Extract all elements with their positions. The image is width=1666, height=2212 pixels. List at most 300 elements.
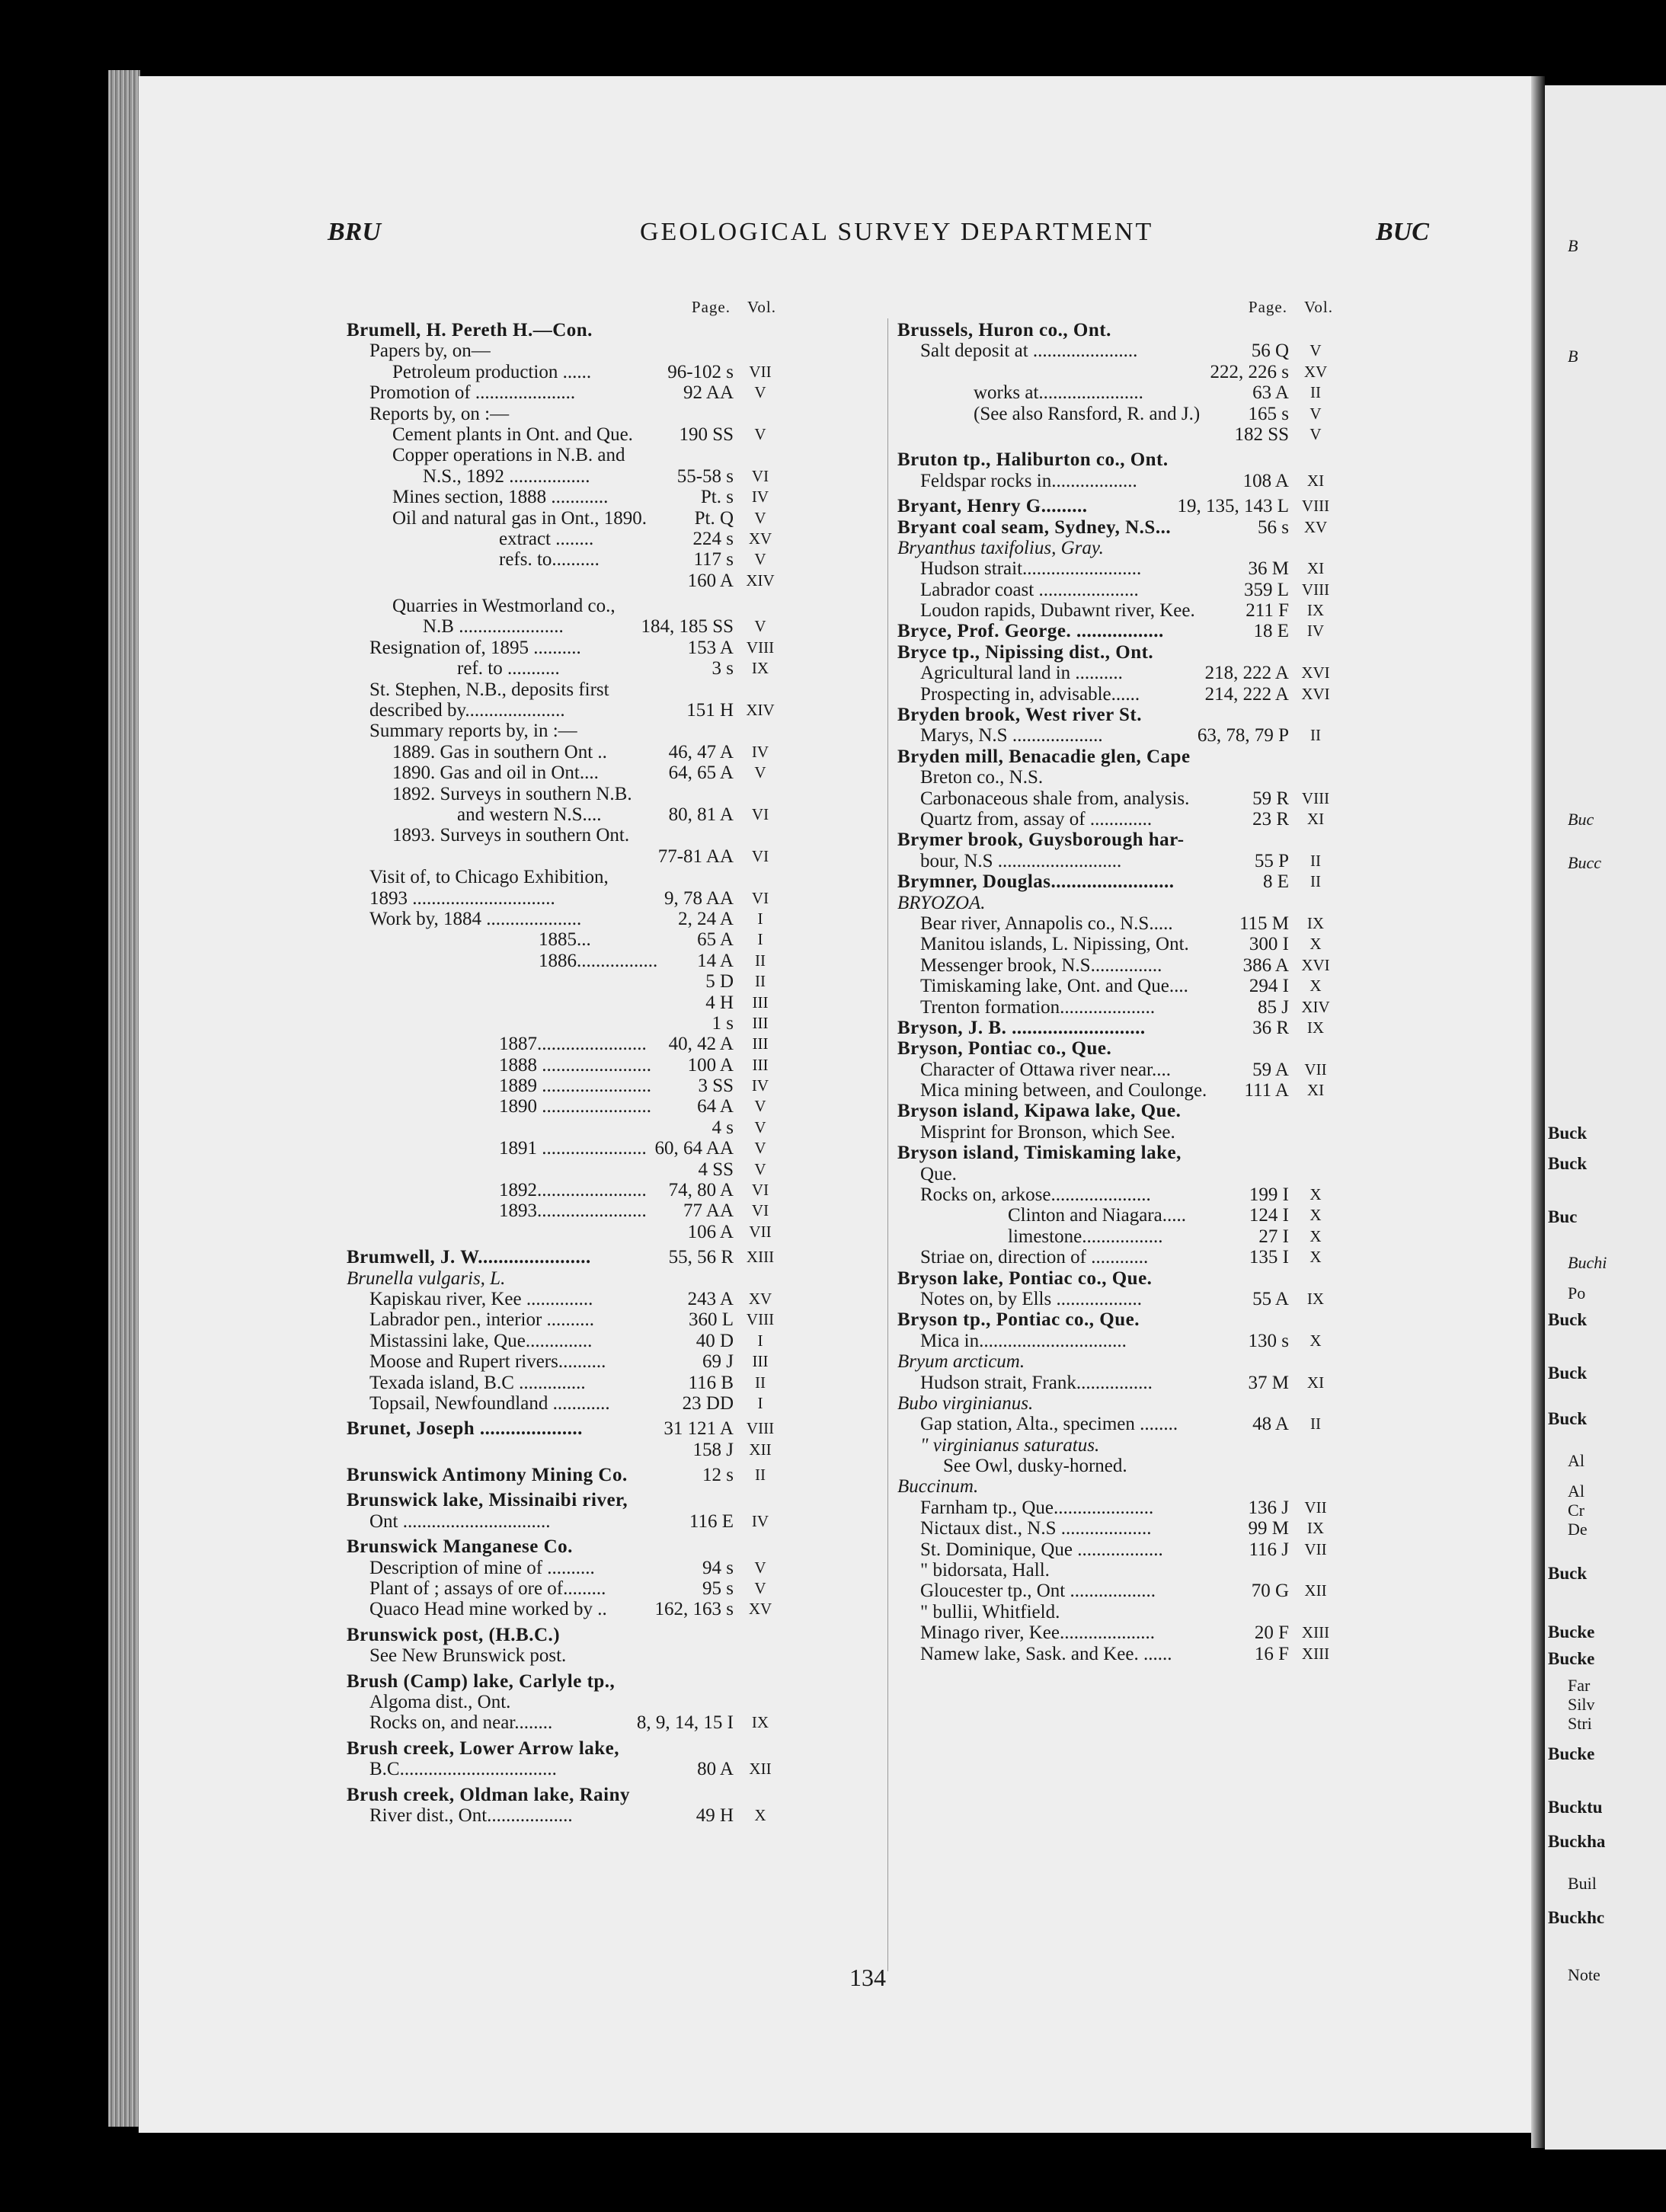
volume-ref: IV: [751, 487, 769, 507]
volume-ref: V: [1309, 341, 1322, 360]
volume-ref: X: [1309, 935, 1322, 954]
page-ref: 12 s: [702, 1465, 734, 1486]
index-entry: [897, 1122, 1335, 1143]
index-entry: [897, 955, 1335, 976]
next-page-text: Silv: [1568, 1695, 1595, 1714]
volume-ref: XV: [1303, 517, 1328, 536]
page-ref: 56 s: [1258, 516, 1289, 538]
page-heading: Page.: [1248, 298, 1287, 316]
entry-text: Bear river, Annapolis co., N.S.....: [920, 913, 1173, 934]
index-entry: [897, 767, 1335, 788]
index-entry: [347, 804, 784, 825]
page-ref: 63, 78, 79 P: [1197, 725, 1289, 746]
entry-text: " bullii, Whitfield.: [920, 1601, 1060, 1622]
index-entry: [897, 580, 1335, 600]
page-ref: 65 A: [697, 929, 734, 951]
volume-ref: V: [754, 763, 766, 782]
entry-text: See Owl, dusky-horned.: [943, 1456, 1127, 1477]
page-ref: 40 D: [695, 1330, 734, 1351]
entry-text: Trenton formation....................: [920, 996, 1156, 1018]
index-entry: [347, 340, 784, 361]
volume-ref: II: [1310, 851, 1321, 870]
page-ref: 300 I: [1249, 934, 1289, 955]
index-entry: [897, 1373, 1335, 1393]
entry-text: 1891 ......................: [499, 1138, 647, 1159]
entry-text: 1889. Gas in southern Ont ..: [392, 741, 607, 762]
index-entry: [347, 1159, 784, 1180]
index-entry: [897, 1038, 1335, 1059]
entry-text: Reports by, on :—: [369, 403, 510, 424]
volume-ref: XIII: [1301, 1644, 1330, 1663]
entry-text: Notes on, by Ells ..................: [920, 1288, 1142, 1309]
column-heading: [347, 297, 784, 320]
next-page-text: Al: [1568, 1451, 1584, 1470]
volume-ref: II: [1310, 1414, 1321, 1434]
index-entry: [347, 529, 784, 549]
page-ref: 59 A: [1252, 1059, 1289, 1080]
volume-ref: VIII: [1301, 580, 1330, 599]
volume-ref: VIII: [746, 638, 775, 657]
index-entry: [897, 913, 1335, 934]
volume-ref: XII: [1304, 1581, 1327, 1600]
volume-ref: XII: [749, 1440, 772, 1459]
volume-ref: IV: [751, 1511, 769, 1530]
page-ref: Pt. s: [700, 487, 734, 508]
index-entry: [347, 1785, 784, 1805]
next-page-text: B: [1568, 347, 1578, 366]
page-heading: Page.: [691, 298, 731, 316]
page-ref: 151 H: [686, 700, 734, 721]
page-ref: 56 Q: [1251, 340, 1289, 362]
entry-heading: Bryce, Prof. George. .................: [897, 621, 1164, 642]
entry-heading: Brumell, H. Pereth H.—Con.: [347, 320, 593, 340]
entry-text: BRYOZOA.: [897, 892, 986, 913]
entry-text: Farnham tp., Que.....................: [920, 1497, 1154, 1518]
index-entry: [347, 1373, 784, 1393]
entry-text: Salt deposit at ......................: [920, 340, 1138, 362]
page-ref: 40, 42 A: [668, 1034, 734, 1055]
entry-text: Striae on, direction of ............: [920, 1247, 1149, 1268]
entry-text: Promotion of .....................: [369, 382, 576, 404]
entry-text: 1890 .......................: [499, 1096, 651, 1117]
page-ref: 3 s: [711, 658, 734, 679]
page-ref: 116 E: [689, 1510, 734, 1532]
index-entry: [897, 600, 1335, 621]
index-entry: [897, 1435, 1335, 1456]
volume-ref: XIII: [1301, 1623, 1330, 1642]
volume-ref: IX: [1306, 913, 1325, 932]
index-entry: [347, 362, 784, 382]
volume-ref: III: [752, 993, 769, 1012]
page-ref: 63 A: [1252, 382, 1289, 404]
entry-heading: Brunswick lake, Missinaibi river,: [347, 1490, 628, 1511]
volume-ref: XI: [1306, 809, 1325, 828]
volume-ref: I: [757, 909, 763, 928]
index-entry: [347, 1013, 784, 1034]
page-ref: 4 s: [711, 1117, 734, 1138]
next-page-text: De: [1568, 1520, 1588, 1539]
entry-text: refs. to..........: [499, 549, 600, 571]
entry-text: River dist., Ont..................: [369, 1804, 573, 1826]
index-entry: [347, 1247, 784, 1267]
page-ref: 111 A: [1244, 1080, 1289, 1101]
page-ref: 36 M: [1248, 558, 1289, 580]
volume-ref: XIV: [746, 701, 775, 720]
page-ref: 160 A: [687, 570, 734, 591]
entry-text: Topsail, Newfoundland ............: [369, 1392, 610, 1414]
volume-ref: XI: [1306, 559, 1325, 578]
index-entry: [897, 893, 1335, 913]
page-number: 134: [849, 1964, 886, 1991]
page-ref: 199 I: [1249, 1184, 1289, 1206]
index-entry: [347, 762, 784, 783]
index-entry: [897, 746, 1335, 767]
page-ref: 55 P: [1254, 850, 1289, 871]
volume-ref: I: [757, 930, 763, 949]
page-ref: 60, 64 AA: [654, 1138, 734, 1159]
page-ref: 2, 24 A: [678, 908, 734, 929]
volume-ref: VI: [751, 1201, 769, 1220]
page-ref: 99 M: [1248, 1518, 1289, 1539]
volume-ref: V: [754, 1558, 766, 1577]
page-ref: 18 E: [1253, 621, 1289, 642]
volume-ref: VI: [751, 804, 769, 823]
index-entry: [347, 1055, 784, 1076]
index-entry: [897, 871, 1335, 892]
volume-ref: XIII: [746, 1248, 775, 1267]
volume-ref: IX: [751, 1713, 769, 1732]
volume-ref: II: [755, 1466, 766, 1485]
index-entry: [897, 684, 1335, 705]
page-ref: 77 AA: [683, 1200, 734, 1222]
next-page-text: Buck: [1548, 1124, 1588, 1143]
index-entry: [347, 658, 784, 679]
index-entry: [897, 449, 1335, 470]
page-ref: 115 M: [1239, 913, 1289, 934]
index-entry: [347, 320, 784, 340]
volume-ref: V: [754, 1139, 766, 1158]
page-ref: 74, 80 A: [668, 1180, 734, 1201]
volume-ref: II: [1310, 726, 1321, 745]
entry-text: Que.: [920, 1163, 957, 1184]
index-entry: [897, 1309, 1335, 1330]
entry-text: 1886.................: [539, 950, 658, 971]
entry-text: Moose and Rupert rivers..........: [369, 1351, 606, 1373]
running-head-right: BUC: [1376, 218, 1429, 246]
index-entry: [897, 471, 1335, 491]
entry-text: Texada island, B.C ..............: [369, 1372, 586, 1393]
entry-heading: Bryden mill, Benacadie glen, Cape: [897, 746, 1191, 767]
index-entry: [347, 1200, 784, 1221]
page-ref: 116 J: [1249, 1539, 1289, 1560]
page-ref: Pt. Q: [694, 507, 734, 529]
page-ref: 31 121 A: [664, 1418, 734, 1440]
entry-heading: Brunswick Antimony Mining Co.: [347, 1465, 628, 1486]
page-ref: 85 J: [1258, 996, 1289, 1018]
volume-ref: VIII: [1301, 788, 1330, 807]
page-ref: 224 s: [692, 528, 734, 549]
index-entry: [897, 1143, 1335, 1163]
next-page-text: Po: [1568, 1283, 1586, 1303]
index-entry: [897, 1644, 1335, 1664]
entry-text: St. Stephen, N.B., deposits first: [369, 679, 609, 700]
entry-text: Mistassini lake, Que..............: [369, 1330, 593, 1351]
index-entry: [347, 721, 784, 741]
index-entry: [347, 679, 784, 700]
volume-ref: VI: [751, 1181, 769, 1200]
next-page-text: Cr: [1568, 1501, 1584, 1520]
index-entry: [347, 929, 784, 950]
next-page-text: Buck: [1548, 1154, 1588, 1173]
volume-ref: V: [754, 617, 766, 636]
volume-ref: X: [754, 1805, 766, 1824]
entry-text: Rocks on, and near........: [369, 1712, 553, 1734]
volume-ref: X: [1309, 1185, 1322, 1204]
page-ref: 48 A: [1252, 1414, 1289, 1435]
entry-text: 1885...: [539, 929, 591, 951]
entry-text: Quarries in Westmorland co.,: [392, 596, 616, 617]
page-ref: 360 L: [688, 1309, 734, 1331]
entry-text: Bubo virginianus.: [897, 1392, 1034, 1414]
volume-ref: III: [752, 1013, 769, 1032]
volume-ref: V: [754, 1097, 766, 1116]
entry-text: Resignation of, 1895 ..........: [369, 637, 581, 658]
page-ref: 359 L: [1243, 579, 1289, 600]
entry-heading: Bryson, Pontiac co., Que.: [897, 1038, 1112, 1060]
volume-ref: V: [1309, 424, 1322, 443]
index-entry: [347, 1393, 784, 1414]
entry-text: Labrador pen., interior ..........: [369, 1309, 595, 1331]
volume-ref: IX: [1306, 1519, 1325, 1538]
volume-ref: V: [754, 508, 766, 527]
index-entry: [897, 1518, 1335, 1539]
entry-text: Carbonaceous shale from, analysis.: [920, 788, 1190, 809]
volume-ref: V: [754, 383, 766, 402]
page-ref: 243 A: [687, 1288, 734, 1309]
column-heading: [897, 297, 1335, 320]
book-gutter: [1531, 76, 1545, 2148]
entry-text: Bryum arcticum.: [897, 1351, 1025, 1373]
index-entry: [897, 1456, 1335, 1476]
entry-text: " virginianus saturatus.: [920, 1434, 1100, 1456]
page-ref: 9, 78 AA: [664, 887, 734, 909]
index-entry: [897, 725, 1335, 746]
index-entry: [347, 1138, 784, 1159]
entry-text: " bidorsata, Hall.: [920, 1560, 1050, 1581]
page-ref: 14 A: [697, 950, 734, 971]
volume-ref: VII: [1304, 1539, 1327, 1558]
volume-ref: VII: [749, 1222, 772, 1241]
index-entry: [347, 700, 784, 721]
page-ref: 55, 56 R: [668, 1247, 734, 1268]
index-entry: [347, 1759, 784, 1779]
entry-text: 1888 .......................: [499, 1054, 651, 1076]
volume-ref: III: [752, 1352, 769, 1371]
index-entry: [897, 1268, 1335, 1289]
index-entry: [347, 508, 784, 529]
page-ref: 20 F: [1254, 1622, 1289, 1644]
entry-text: Manitou islands, L. Nipissing, Ont.: [920, 934, 1189, 955]
volume-ref: IV: [751, 742, 769, 761]
volume-ref: X: [1309, 1226, 1322, 1245]
index-entry: [347, 846, 784, 867]
index-entry: [347, 1180, 784, 1200]
next-page-text: Buck: [1548, 1564, 1588, 1583]
entry-heading: Brunswick post, (H.B.C.): [347, 1624, 561, 1645]
index-entry: [897, 934, 1335, 954]
page-ref: 158 J: [692, 1439, 734, 1460]
page-ref: 8, 9, 14, 15 I: [636, 1712, 734, 1734]
index-entry: [347, 909, 784, 929]
entry-text: Mica mining between, and Coulonge.: [920, 1080, 1207, 1101]
page-ref: 64 A: [697, 1096, 734, 1117]
next-page-text: Bucc: [1568, 853, 1601, 872]
entry-heading: Brunet, Joseph ....................: [347, 1418, 583, 1440]
index-entry: [347, 1268, 784, 1289]
entry-text: Petroleum production ......: [392, 361, 592, 382]
page-ref: 46, 47 A: [668, 741, 734, 762]
page-ref: 117 s: [693, 549, 734, 571]
next-page-text: Note: [1568, 1965, 1600, 1984]
index-entry: [347, 784, 784, 804]
entry-text: Visit of, to Chicago Exhibition,: [369, 867, 609, 888]
index-entry: [897, 1289, 1335, 1309]
index-entry: [897, 1539, 1335, 1560]
volume-ref: X: [1309, 1248, 1322, 1267]
volume-ref: VIII: [746, 1419, 775, 1438]
index-entry: [897, 705, 1335, 725]
entry-text: Namew lake, Sask. and Kee. ......: [920, 1643, 1172, 1664]
entry-text: Papers by, on—: [369, 340, 491, 362]
volume-ref: XI: [1306, 471, 1325, 490]
entry-text: Description of mine of ..........: [369, 1557, 595, 1578]
volume-ref: III: [752, 1055, 769, 1074]
index-entry: [897, 1602, 1335, 1622]
page-ref: 55-58 s: [676, 465, 734, 487]
next-page-text: Buck: [1548, 1409, 1588, 1428]
volume-ref: XVI: [1301, 663, 1330, 682]
entry-text: N.S., 1892 .................: [423, 465, 590, 487]
index-entry: [347, 867, 784, 887]
next-page-text: Buc: [1568, 810, 1594, 829]
page-ref: 49 H: [695, 1804, 734, 1826]
entry-text: 1892.......................: [499, 1180, 647, 1201]
next-page-text: Buckha: [1548, 1832, 1606, 1851]
entry-heading: Brymer brook, Guysborough har-: [897, 830, 1185, 851]
volume-ref: II: [755, 972, 766, 991]
entry-heading: Brussels, Huron co., Ont.: [897, 320, 1111, 340]
vol-heading: Vol.: [747, 298, 776, 316]
entry-text: Oil and natural gas in Ont., 1890.: [392, 507, 647, 529]
page-ref: 36 R: [1252, 1017, 1289, 1038]
entry-heading: Bryson, J. B. ..........................: [897, 1017, 1146, 1038]
page-ref: 95 s: [702, 1578, 734, 1600]
volume-ref: VII: [749, 362, 772, 381]
volume-ref: XVI: [1301, 955, 1330, 974]
index-entry: [897, 1331, 1335, 1351]
entry-text: Agricultural land in ..........: [920, 663, 1123, 684]
entry-text: Cement plants in Ont. and Que.: [392, 424, 633, 445]
volume-ref: IX: [1306, 1289, 1325, 1308]
index-entry: [897, 1226, 1335, 1247]
entry-heading: Bruton tp., Haliburton co., Ont.: [897, 449, 1169, 471]
index-entry: [347, 404, 784, 424]
page-ref: 96-102 s: [667, 361, 734, 382]
page-ref: 16 F: [1254, 1643, 1289, 1664]
book-page-edges: [108, 70, 140, 2127]
entry-text: Algoma dist., Ont.: [369, 1692, 511, 1712]
page-ref: 190 SS: [679, 424, 734, 445]
index-entry: [347, 1738, 784, 1759]
volume-ref: IX: [1306, 1018, 1325, 1037]
next-page-text: Al: [1568, 1482, 1584, 1501]
volume-ref: XI: [1306, 1373, 1325, 1392]
vol-heading: Vol.: [1303, 298, 1333, 316]
index-entry: [347, 638, 784, 658]
page-ref: 136 J: [1248, 1497, 1289, 1518]
volume-ref: II: [755, 1373, 766, 1392]
volume-ref: IX: [1306, 601, 1325, 620]
index-entry: [347, 1645, 784, 1666]
index-entry: [897, 1247, 1335, 1267]
page-ref: 37 M: [1248, 1372, 1289, 1393]
volume-ref: XV: [748, 1600, 772, 1619]
index-entry: [897, 1101, 1335, 1121]
entry-heading: Bryson island, Kipawa lake, Que.: [897, 1101, 1182, 1122]
index-entry: [347, 1034, 784, 1054]
next-page-text: Bucktu: [1548, 1798, 1603, 1817]
index-entry: [897, 1080, 1335, 1101]
index-entry: [347, 596, 784, 616]
entry-list-right: [897, 320, 1335, 1664]
index-entry: [897, 1414, 1335, 1434]
page-ref: 100 A: [687, 1054, 734, 1076]
index-entry: [897, 788, 1335, 809]
index-entry: [347, 1117, 784, 1138]
entry-heading: Brush creek, Lower Arrow lake,: [347, 1737, 620, 1759]
entry-text: 1887.......................: [499, 1034, 647, 1055]
volume-ref: II: [1310, 383, 1321, 402]
index-entry: [347, 993, 784, 1013]
running-head-title: GEOLOGICAL SURVEY DEPARTMENT: [640, 218, 1154, 246]
index-entry: [897, 558, 1335, 579]
entry-heading: Brymner, Douglas........................: [897, 871, 1175, 893]
index-entry: [347, 1490, 784, 1510]
page-ref: 1 s: [711, 1012, 734, 1034]
index-entry: [347, 1331, 784, 1351]
index-entry: [347, 951, 784, 971]
page-ref: 4 H: [705, 992, 734, 1013]
volume-ref: XIV: [746, 571, 775, 590]
entry-text: works at......................: [974, 382, 1143, 404]
entry-text: Minago river, Kee....................: [920, 1622, 1155, 1644]
index-entry: [897, 404, 1335, 424]
page-ref: 70 G: [1251, 1581, 1289, 1602]
index-entry: [347, 466, 784, 487]
entry-heading: Brumwell, J. W......................: [347, 1247, 591, 1268]
entry-heading: Bryant, Henry G.........: [897, 496, 1088, 517]
index-entry: [897, 851, 1335, 871]
index-entry: [897, 1164, 1335, 1184]
volume-ref: XIV: [1301, 997, 1330, 1016]
entry-text: 1892. Surveys in southern N.B.: [392, 783, 632, 804]
index-entry: [347, 1096, 784, 1117]
volume-ref: X: [1309, 1206, 1322, 1225]
entry-heading: Bryden brook, West river St.: [897, 705, 1142, 726]
entry-text: Buccinum.: [897, 1476, 979, 1498]
index-entry: [897, 382, 1335, 403]
volume-ref: IX: [751, 659, 769, 678]
